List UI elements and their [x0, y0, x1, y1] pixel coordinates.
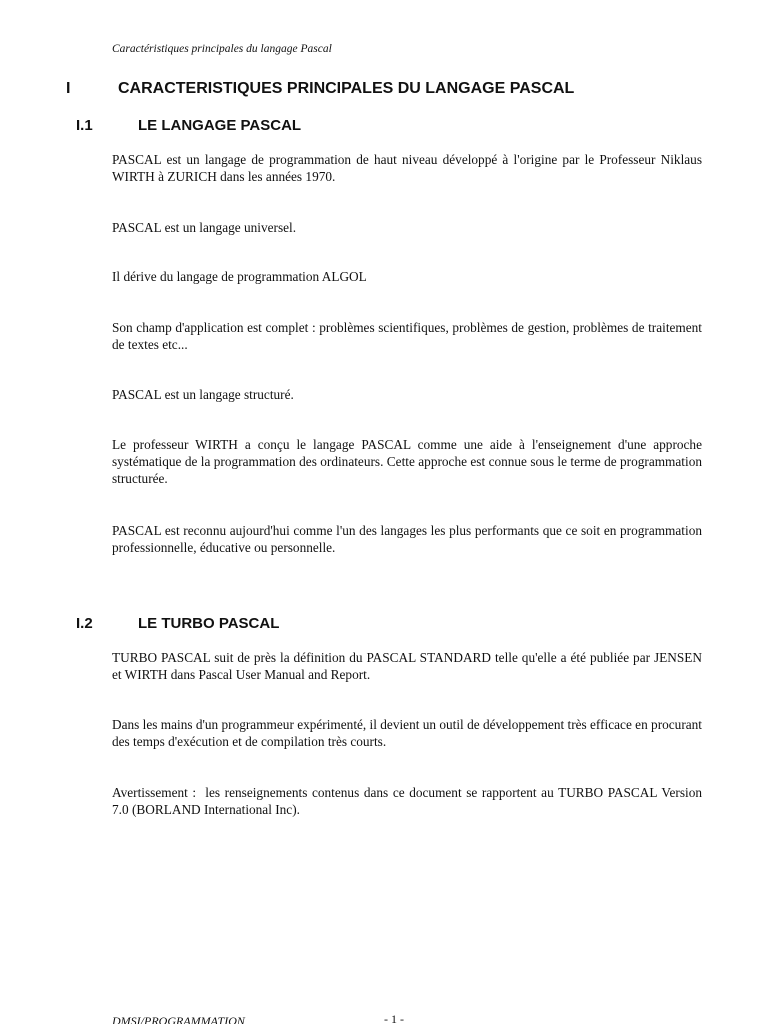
running-header: Caractéristiques principales du langage Pascal — [112, 43, 332, 55]
subsection-title: LE TURBO PASCAL — [138, 615, 280, 632]
page-number: - 1 - — [384, 1012, 404, 1024]
section-heading — [66, 80, 574, 98]
subsection-number: I.2 — [76, 615, 93, 632]
paragraph: PASCAL est reconnu aujourd'hui comme l'un des langages les plus performants que ce soit en programmation professionnelle, éducative ou personnelle. — [112, 523, 702, 555]
section-title: CARACTERISTIQUES PRINCIPALES DU LANGAGE PASCAL — [118, 80, 575, 97]
paragraph: TURBO PASCAL suit de près la définition du PASCAL STANDARD telle qu'elle a été publiée par JENSEN et WIRTH dans Pascal User Manual and Report. — [112, 650, 702, 682]
section-number: I — [66, 80, 71, 97]
paragraph: Il dérive du langage de programmation ALGOL — [112, 269, 367, 284]
paragraph: Son champ d'application est complet : problèmes scientifiques, problèmes de gestion, problèmes de traitement de textes etc... — [112, 320, 702, 352]
paragraph: Dans les mains d'un programmeur expérimenté, il devient un outil de développement très efficace en procurant des temps d'exécution et de compilation très courts. — [112, 717, 702, 749]
paragraph: Avertissement : les renseignements contenus dans ce document se rapportent au TURBO PASCAL Version 7.0 (BORLAND International Inc). — [112, 785, 706, 817]
subsection-number: I.1 — [76, 117, 93, 134]
footer-label: DMSI/PROGRAMMATION — [112, 1014, 245, 1024]
paragraph: PASCAL est un langage structuré. — [112, 387, 294, 402]
paragraph: PASCAL est un langage de programmation de haut niveau développé à l'origine par le Professeur Niklaus WIRTH à ZURICH dans les années 1970. — [112, 152, 702, 184]
subsection-title: LE LANGAGE PASCAL — [138, 117, 302, 134]
paragraph: PASCAL est un langage universel. — [112, 220, 297, 235]
paragraph: Le professeur WIRTH a conçu le langage PASCAL comme une aide à l'enseignement d'une approche systématique de la programmation des ordinateurs. Cette approche est connue sous le terme de programmation structurée. — [112, 437, 702, 486]
subsection-heading-1 — [76, 117, 301, 134]
subsection-heading-2 — [76, 615, 279, 632]
